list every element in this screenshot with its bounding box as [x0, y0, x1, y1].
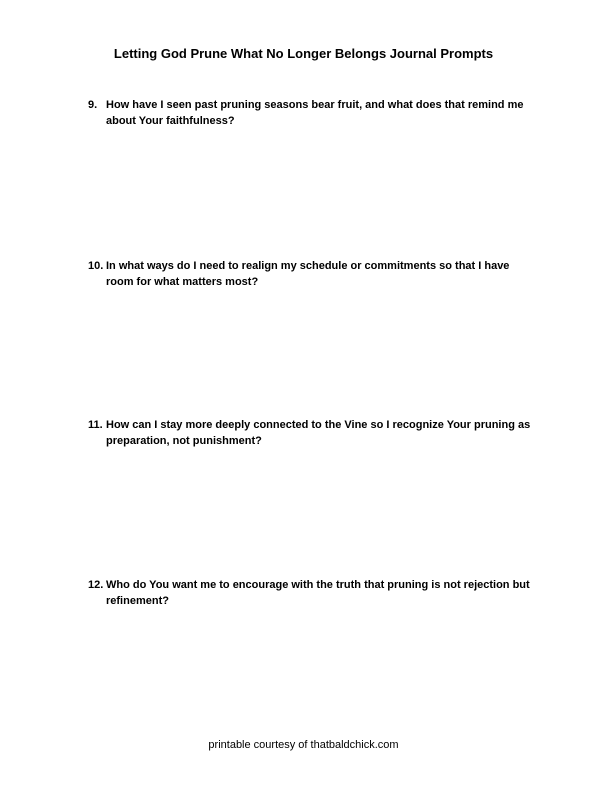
prompt-text-line: about Your faithfulness?	[106, 115, 235, 127]
prompt-text-line: How have I seen past pruning seasons bear fruit, and what does that remind me	[106, 99, 524, 111]
prompt-number: 11.	[88, 419, 103, 431]
page-title: Letting God Prune What No Longer Belongs Journal Prompts	[113, 46, 494, 61]
prompt-number: 12.	[88, 579, 104, 591]
footer-credit: printable courtesy of thatbaldchick.com	[208, 739, 399, 751]
prompt-text-line: In what ways do I need to realign my schedule or commitments so that I have	[106, 260, 510, 272]
prompt-text-line: preparation, not punishment?	[106, 435, 262, 447]
prompt-number: 9.	[88, 99, 98, 111]
prompt-text-line: refinement?	[106, 595, 169, 607]
prompt-text-line: How can I stay more deeply connected to the Vine so I recognize Your pruning as	[106, 419, 531, 431]
prompt-text-line: Who do You want me to encourage with the truth that pruning is not rejection but	[106, 579, 530, 591]
prompt-text-line: room for what matters most?	[106, 276, 259, 288]
prompt-number: 10.	[88, 260, 104, 272]
